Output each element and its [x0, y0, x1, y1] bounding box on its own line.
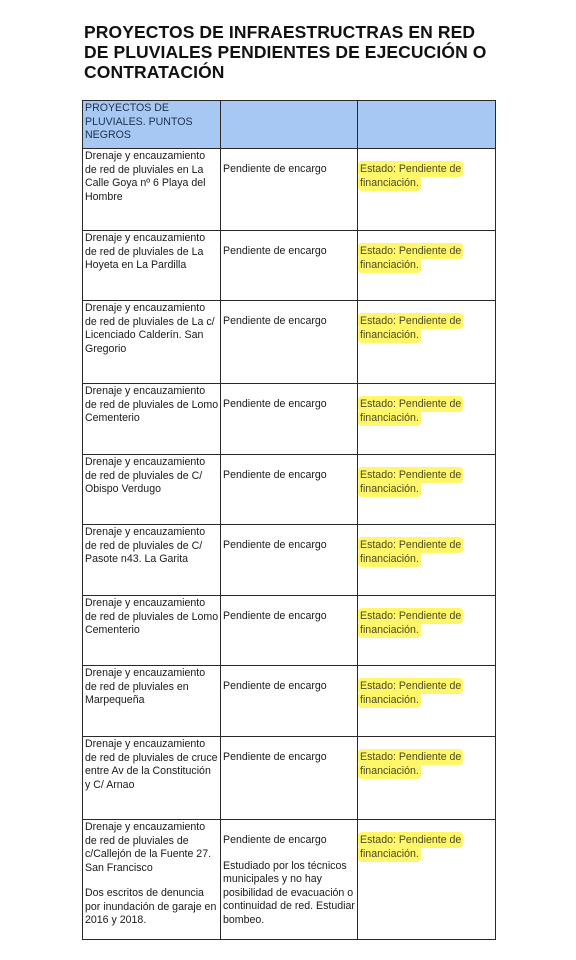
- project-description: Drenaje y encauzamiento de red de pluviales de La c/ Licenciado Calderín. San Gregorio: [83, 301, 221, 384]
- header-cell-blank-2: [221, 101, 358, 149]
- state-highlight-line-1: Estado: Pendiente de: [360, 315, 462, 327]
- table-row: [83, 820, 496, 940]
- project-state: [358, 525, 496, 596]
- project-status: Pendiente de encargo: [221, 596, 358, 666]
- project-status: Pendiente de encargo: [221, 525, 358, 596]
- title-line-1: PROYECTOS DE INFRAESTRUCTRAS EN RED: [84, 22, 476, 42]
- state-highlight-line-1: Estado: Pendiente de: [360, 163, 462, 175]
- projects-table: [82, 100, 496, 940]
- project-state: [358, 455, 496, 525]
- state-highlight-line-2: financiación.: [360, 482, 419, 495]
- project-description: Drenaje y encauzamiento de red de pluviales de Lomo Cementerio: [83, 596, 221, 666]
- project-description: Drenaje y encauzamiento de red de pluviales de cruce entre Av de la Constitución y C/ Arnao: [83, 737, 221, 820]
- state-highlight-line-1: Estado: Pendiente de: [360, 834, 462, 846]
- paragraph-gap: [85, 875, 219, 887]
- state-highlight-line-1: Estado: Pendiente de: [360, 245, 462, 257]
- project-state: [358, 666, 496, 737]
- table-row: [83, 149, 496, 231]
- state-highlight-line-1: Estado: Pendiente de: [360, 680, 462, 692]
- project-description-note: Dos escritos de denuncia por inundación de garaje en 2016 y 2018.: [85, 887, 217, 926]
- table-header: [83, 101, 496, 149]
- project-description: Drenaje y encauzamiento de red de pluviales en La Calle Goya nº 6 Playa del Hombre: [83, 149, 221, 231]
- project-description: Drenaje y encauzamiento de red de pluviales en Marpequeña: [83, 666, 221, 737]
- state-highlight-line-2: financiación.: [360, 328, 419, 341]
- table-row: [83, 384, 496, 455]
- state-highlight-line-2: financiación.: [360, 764, 419, 777]
- project-description: Drenaje y encauzamiento de red de pluviales de La Hoyeta en La Pardilla: [83, 231, 221, 301]
- state-highlight-line-2: financiación.: [360, 258, 419, 271]
- state-highlight-line-2: financiación.: [360, 176, 419, 189]
- title-line-3: CONTRATACIÓN: [84, 62, 225, 82]
- project-state: [358, 231, 496, 301]
- title-line-2: DE PLUVIALES PENDIENTES DE EJECUCIÓN O: [84, 42, 487, 62]
- project-description: Drenaje y encauzamiento de red de pluviales de Lomo Cementerio: [83, 384, 221, 455]
- project-state: [358, 737, 496, 820]
- state-highlight-line-2: financiación.: [360, 623, 419, 636]
- header-cell-blank-3: [358, 101, 496, 149]
- state-highlight-line-1: Estado: Pendiente de: [360, 751, 462, 763]
- header-row: [83, 101, 496, 149]
- project-status-note: Estudiado por los técnicos municipales y no hay posibilidad de evacuación o continuidad de red. Estudiar bombeo.: [223, 859, 355, 926]
- project-description: Drenaje y encauzamiento de red de pluviales de C/ Obispo Verdugo: [83, 455, 221, 525]
- state-highlight-line-2: financiación.: [360, 411, 419, 424]
- table-row: [83, 525, 496, 596]
- paragraph-gap: [223, 848, 356, 860]
- project-status-text: Pendiente de encargo: [223, 834, 327, 846]
- state-highlight-line-1: Estado: Pendiente de: [360, 469, 462, 481]
- table-row: [83, 231, 496, 301]
- project-description-text: Drenaje y encauzamiento de red de pluviales de c/Callejón de la Fuente 27. San Francisco: [85, 821, 212, 874]
- table-row: [83, 737, 496, 820]
- table-row: [83, 301, 496, 384]
- state-highlight-line-1: Estado: Pendiente de: [360, 398, 462, 410]
- project-status: Pendiente de encargo: [221, 149, 358, 231]
- project-description: Drenaje y encauzamiento de red de pluviales de C/ Pasote n43. La Garita: [83, 525, 221, 596]
- table-row: [83, 596, 496, 666]
- project-state: [358, 596, 496, 666]
- project-description: [83, 820, 221, 940]
- state-highlight-line-2: financiación.: [360, 693, 419, 706]
- project-status: [221, 820, 358, 940]
- project-status: Pendiente de encargo: [221, 231, 358, 301]
- state-highlight-line-1: Estado: Pendiente de: [360, 610, 462, 622]
- table-row: [83, 455, 496, 525]
- document-title: [84, 22, 554, 82]
- project-status: Pendiente de encargo: [221, 301, 358, 384]
- project-state: [358, 384, 496, 455]
- project-status: Pendiente de encargo: [221, 737, 358, 820]
- project-status: Pendiente de encargo: [221, 384, 358, 455]
- project-state: [358, 820, 496, 940]
- state-highlight-line-2: financiación.: [360, 847, 419, 860]
- project-status: Pendiente de encargo: [221, 455, 358, 525]
- project-status: Pendiente de encargo: [221, 666, 358, 737]
- project-state: [358, 301, 496, 384]
- header-cell-projects: PROYECTOS DE PLUVIALES. PUNTOS NEGROS: [83, 101, 221, 149]
- state-highlight-line-2: financiación.: [360, 552, 419, 565]
- state-highlight-line-1: Estado: Pendiente de: [360, 539, 462, 551]
- table-row: [83, 666, 496, 737]
- table-body: [83, 149, 496, 940]
- project-state: [358, 149, 496, 231]
